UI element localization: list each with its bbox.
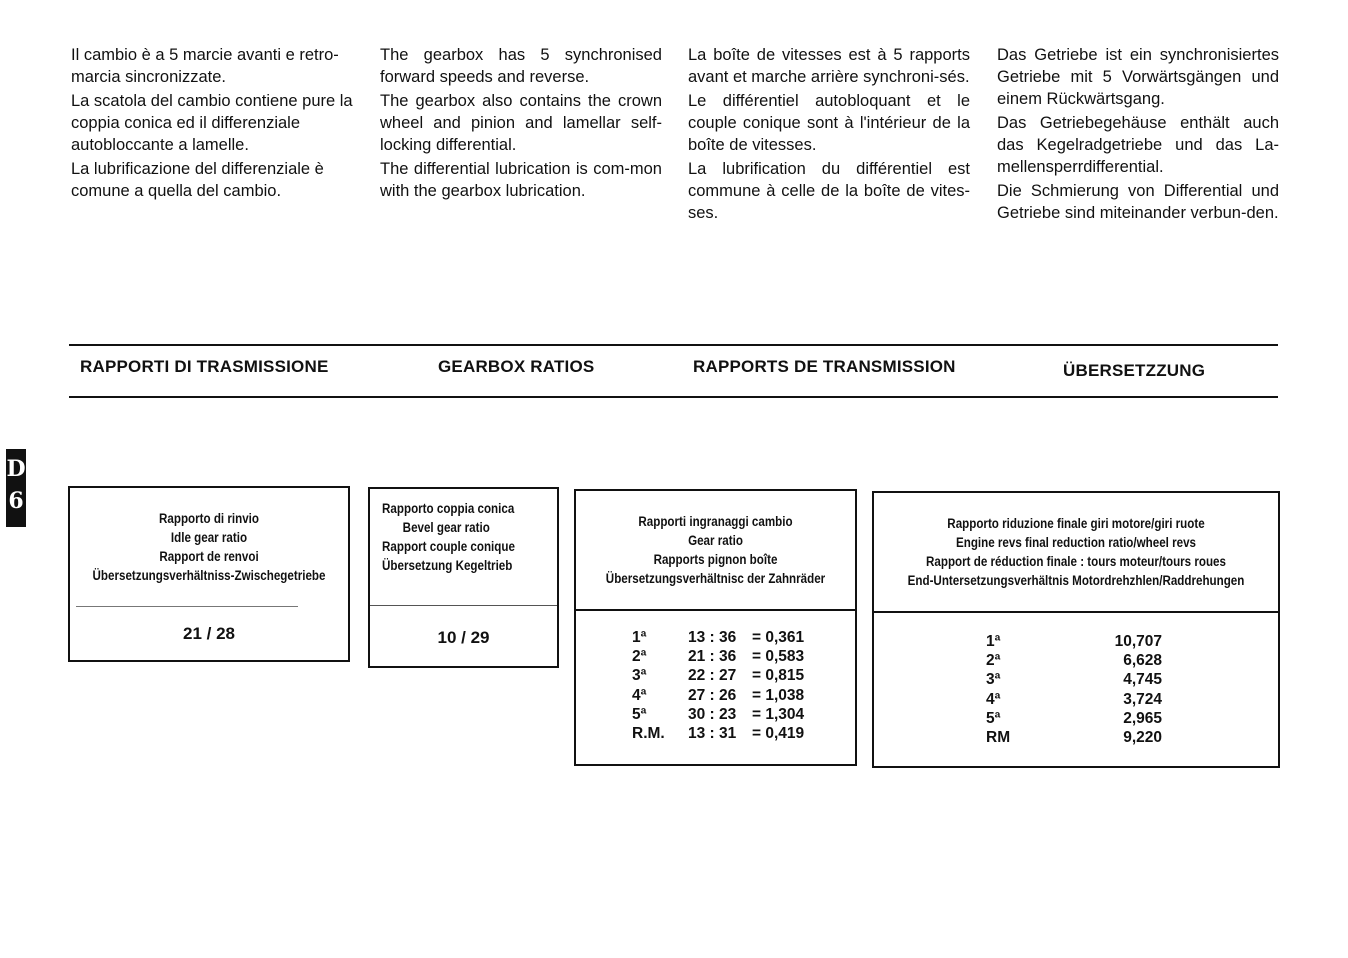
label-french: Rapport couple conique bbox=[382, 539, 515, 554]
gear-label: 2ª bbox=[986, 652, 1001, 670]
intro-paragraph: The differential lubrication is com-mon with the gearbox lubrication. bbox=[380, 160, 662, 200]
intro-column-italian bbox=[71, 44, 353, 204]
gear-label: 5ª bbox=[986, 709, 1001, 727]
gear-label: 4ª bbox=[632, 686, 647, 704]
gear-ratio: = 0,419 bbox=[752, 724, 805, 742]
label-english: Gear ratio bbox=[688, 533, 743, 548]
intro-paragraph: La scatola del cambio contiene pure la coppia conica ed il differenziale autobloccante a lamelle. bbox=[71, 92, 353, 154]
label-german: End-Untersetzungsverhältnis Motordrehzhlen/Raddrehungen bbox=[907, 573, 1245, 588]
table-row bbox=[986, 670, 1162, 689]
heading-english: GEARBOX RATIOS bbox=[438, 357, 595, 376]
gear-label: 4ª bbox=[986, 690, 1001, 708]
gear-teeth: 13 : 36 bbox=[688, 629, 737, 646]
gear-ratio: = 1,038 bbox=[752, 686, 805, 704]
final-ratio: 10,707 bbox=[1114, 633, 1162, 650]
intro-paragraph: La boîte de vitesses est à 5 rapports avant et marche arrière synchroni-sés. bbox=[688, 46, 970, 86]
bevel-gear-ratio-box bbox=[368, 487, 559, 668]
intro-paragraph: The gearbox has 5 synchronised forward speeds and reverse. bbox=[380, 46, 662, 86]
label-italian: Rapporto riduzione finale giri motore/giri ruote bbox=[947, 516, 1205, 531]
table-row bbox=[632, 666, 804, 685]
gear-ratio: = 0,815 bbox=[752, 667, 805, 685]
box-header bbox=[596, 491, 836, 609]
section-tab-letter: D bbox=[6, 449, 26, 485]
label-german: Übersetzung Kegeltrieb bbox=[382, 558, 513, 573]
gear-ratio: = 0,361 bbox=[752, 629, 805, 646]
intro-paragraph: Die Schmierung von Differential und Getriebe sind miteinander verbun-den. bbox=[997, 182, 1279, 222]
gear-label: 3ª bbox=[986, 671, 1001, 689]
final-ratio: 3,724 bbox=[1123, 690, 1162, 708]
idle-gear-ratio-box bbox=[68, 486, 350, 662]
final-ratio: 2,965 bbox=[1123, 709, 1162, 727]
label-italian: Rapporto di rinvio bbox=[159, 511, 259, 526]
intro-paragraph: Das Getriebegehäuse enthält auch das Kegelradgetriebe und das La-mellensperrdifferential. bbox=[997, 114, 1279, 176]
intro-column-english bbox=[380, 44, 662, 204]
table-row bbox=[986, 632, 1162, 651]
gear-ratios-box bbox=[574, 489, 857, 766]
gear-label: 1ª bbox=[986, 633, 1001, 650]
label-french: Rapport de réduction finale : tours moteur/tours roues bbox=[926, 554, 1226, 569]
intro-paragraph: Le différentiel autobloquant et le couple conique sont à l'intérieur de la boîte de vitesses. bbox=[688, 92, 970, 154]
table-row bbox=[986, 690, 1162, 709]
box-divider bbox=[576, 609, 855, 611]
heading-rule-bottom bbox=[69, 396, 1278, 398]
box-divider bbox=[874, 611, 1278, 613]
gear-label: 2ª bbox=[632, 648, 647, 666]
gear-teeth: 27 : 26 bbox=[688, 686, 737, 704]
section-tab-number: 6 bbox=[6, 485, 26, 527]
table-row bbox=[632, 686, 804, 705]
label-german: Übersetzungsverhältnisc der Zahnräder bbox=[605, 571, 826, 586]
intro-column-french bbox=[688, 44, 970, 226]
final-ratio: 4,745 bbox=[1123, 671, 1162, 689]
table-row bbox=[632, 628, 804, 647]
heading-rule-top bbox=[69, 344, 1278, 346]
label-german: Übersetzungsverhältniss-Zwischegetriebe bbox=[92, 568, 326, 583]
final-ratio-table bbox=[986, 632, 1162, 747]
label-english: Engine revs final reduction ratio/wheel revs bbox=[955, 535, 1197, 550]
final-reduction-box bbox=[872, 491, 1280, 768]
intro-paragraph: The gearbox also contains the crown wheel and pinion and lamellar self-locking differential. bbox=[380, 92, 662, 154]
box-divider bbox=[370, 605, 557, 606]
box-header bbox=[370, 499, 554, 573]
gear-label: 1ª bbox=[632, 629, 647, 646]
gear-ratio: = 1,304 bbox=[752, 705, 805, 723]
table-row bbox=[632, 705, 804, 724]
box-header bbox=[89, 488, 328, 606]
gear-teeth: 21 : 36 bbox=[688, 648, 737, 666]
gear-label: R.M. bbox=[632, 724, 665, 742]
intro-paragraph: Das Getriebe ist ein synchronisiertes Getriebe mit 5 Vorwärtsgängen und einem Rückwärtsgang. bbox=[997, 46, 1279, 108]
label-italian: Rapporto coppia conica bbox=[382, 501, 515, 516]
intro-paragraph: La lubrificazione del differenziale è comune a quella del cambio. bbox=[71, 160, 324, 200]
table-row bbox=[986, 651, 1162, 670]
heading-german: ÜBERSETZZUNG bbox=[1063, 361, 1206, 380]
label-french: Rapports pignon boîte bbox=[653, 552, 778, 567]
table-row bbox=[986, 728, 1162, 747]
gear-teeth: 13 : 31 bbox=[688, 724, 737, 742]
intro-paragraph: Il cambio è a 5 marcie avanti e retro-marcia sincronizzate. bbox=[71, 46, 339, 86]
gear-label: 5ª bbox=[632, 705, 647, 723]
box-header bbox=[902, 493, 1249, 611]
gear-teeth: 30 : 23 bbox=[688, 705, 737, 723]
table-row bbox=[632, 647, 804, 666]
final-ratio: 6,628 bbox=[1123, 652, 1162, 670]
heading-french: RAPPORTS DE TRANSMISSION bbox=[693, 357, 956, 376]
table-row bbox=[986, 709, 1162, 728]
final-ratio: 9,220 bbox=[1123, 728, 1162, 746]
gear-ratio: = 0,583 bbox=[752, 648, 805, 666]
table-row bbox=[632, 724, 804, 743]
gear-teeth: 22 : 27 bbox=[688, 667, 737, 685]
label-english: Bevel gear ratio bbox=[402, 520, 490, 535]
box-divider bbox=[76, 606, 298, 607]
intro-paragraph: La lubrification du différentiel est commune à celle de la boîte de vites-ses. bbox=[688, 160, 970, 222]
intro-column-german bbox=[997, 44, 1279, 226]
idle-gear-ratio-value: 21 / 28 bbox=[183, 624, 235, 643]
gear-label: RM bbox=[986, 728, 1011, 746]
label-italian: Rapporti ingranaggi cambio bbox=[638, 514, 793, 529]
gear-label: 3ª bbox=[632, 667, 647, 685]
gear-ratio-table bbox=[632, 628, 804, 743]
label-french: Rapport de renvoi bbox=[159, 549, 259, 564]
bevel-gear-ratio-value: 10 / 29 bbox=[437, 628, 490, 647]
heading-italian: RAPPORTI DI TRASMISSIONE bbox=[80, 357, 329, 376]
label-english: Idle gear ratio bbox=[170, 530, 248, 545]
